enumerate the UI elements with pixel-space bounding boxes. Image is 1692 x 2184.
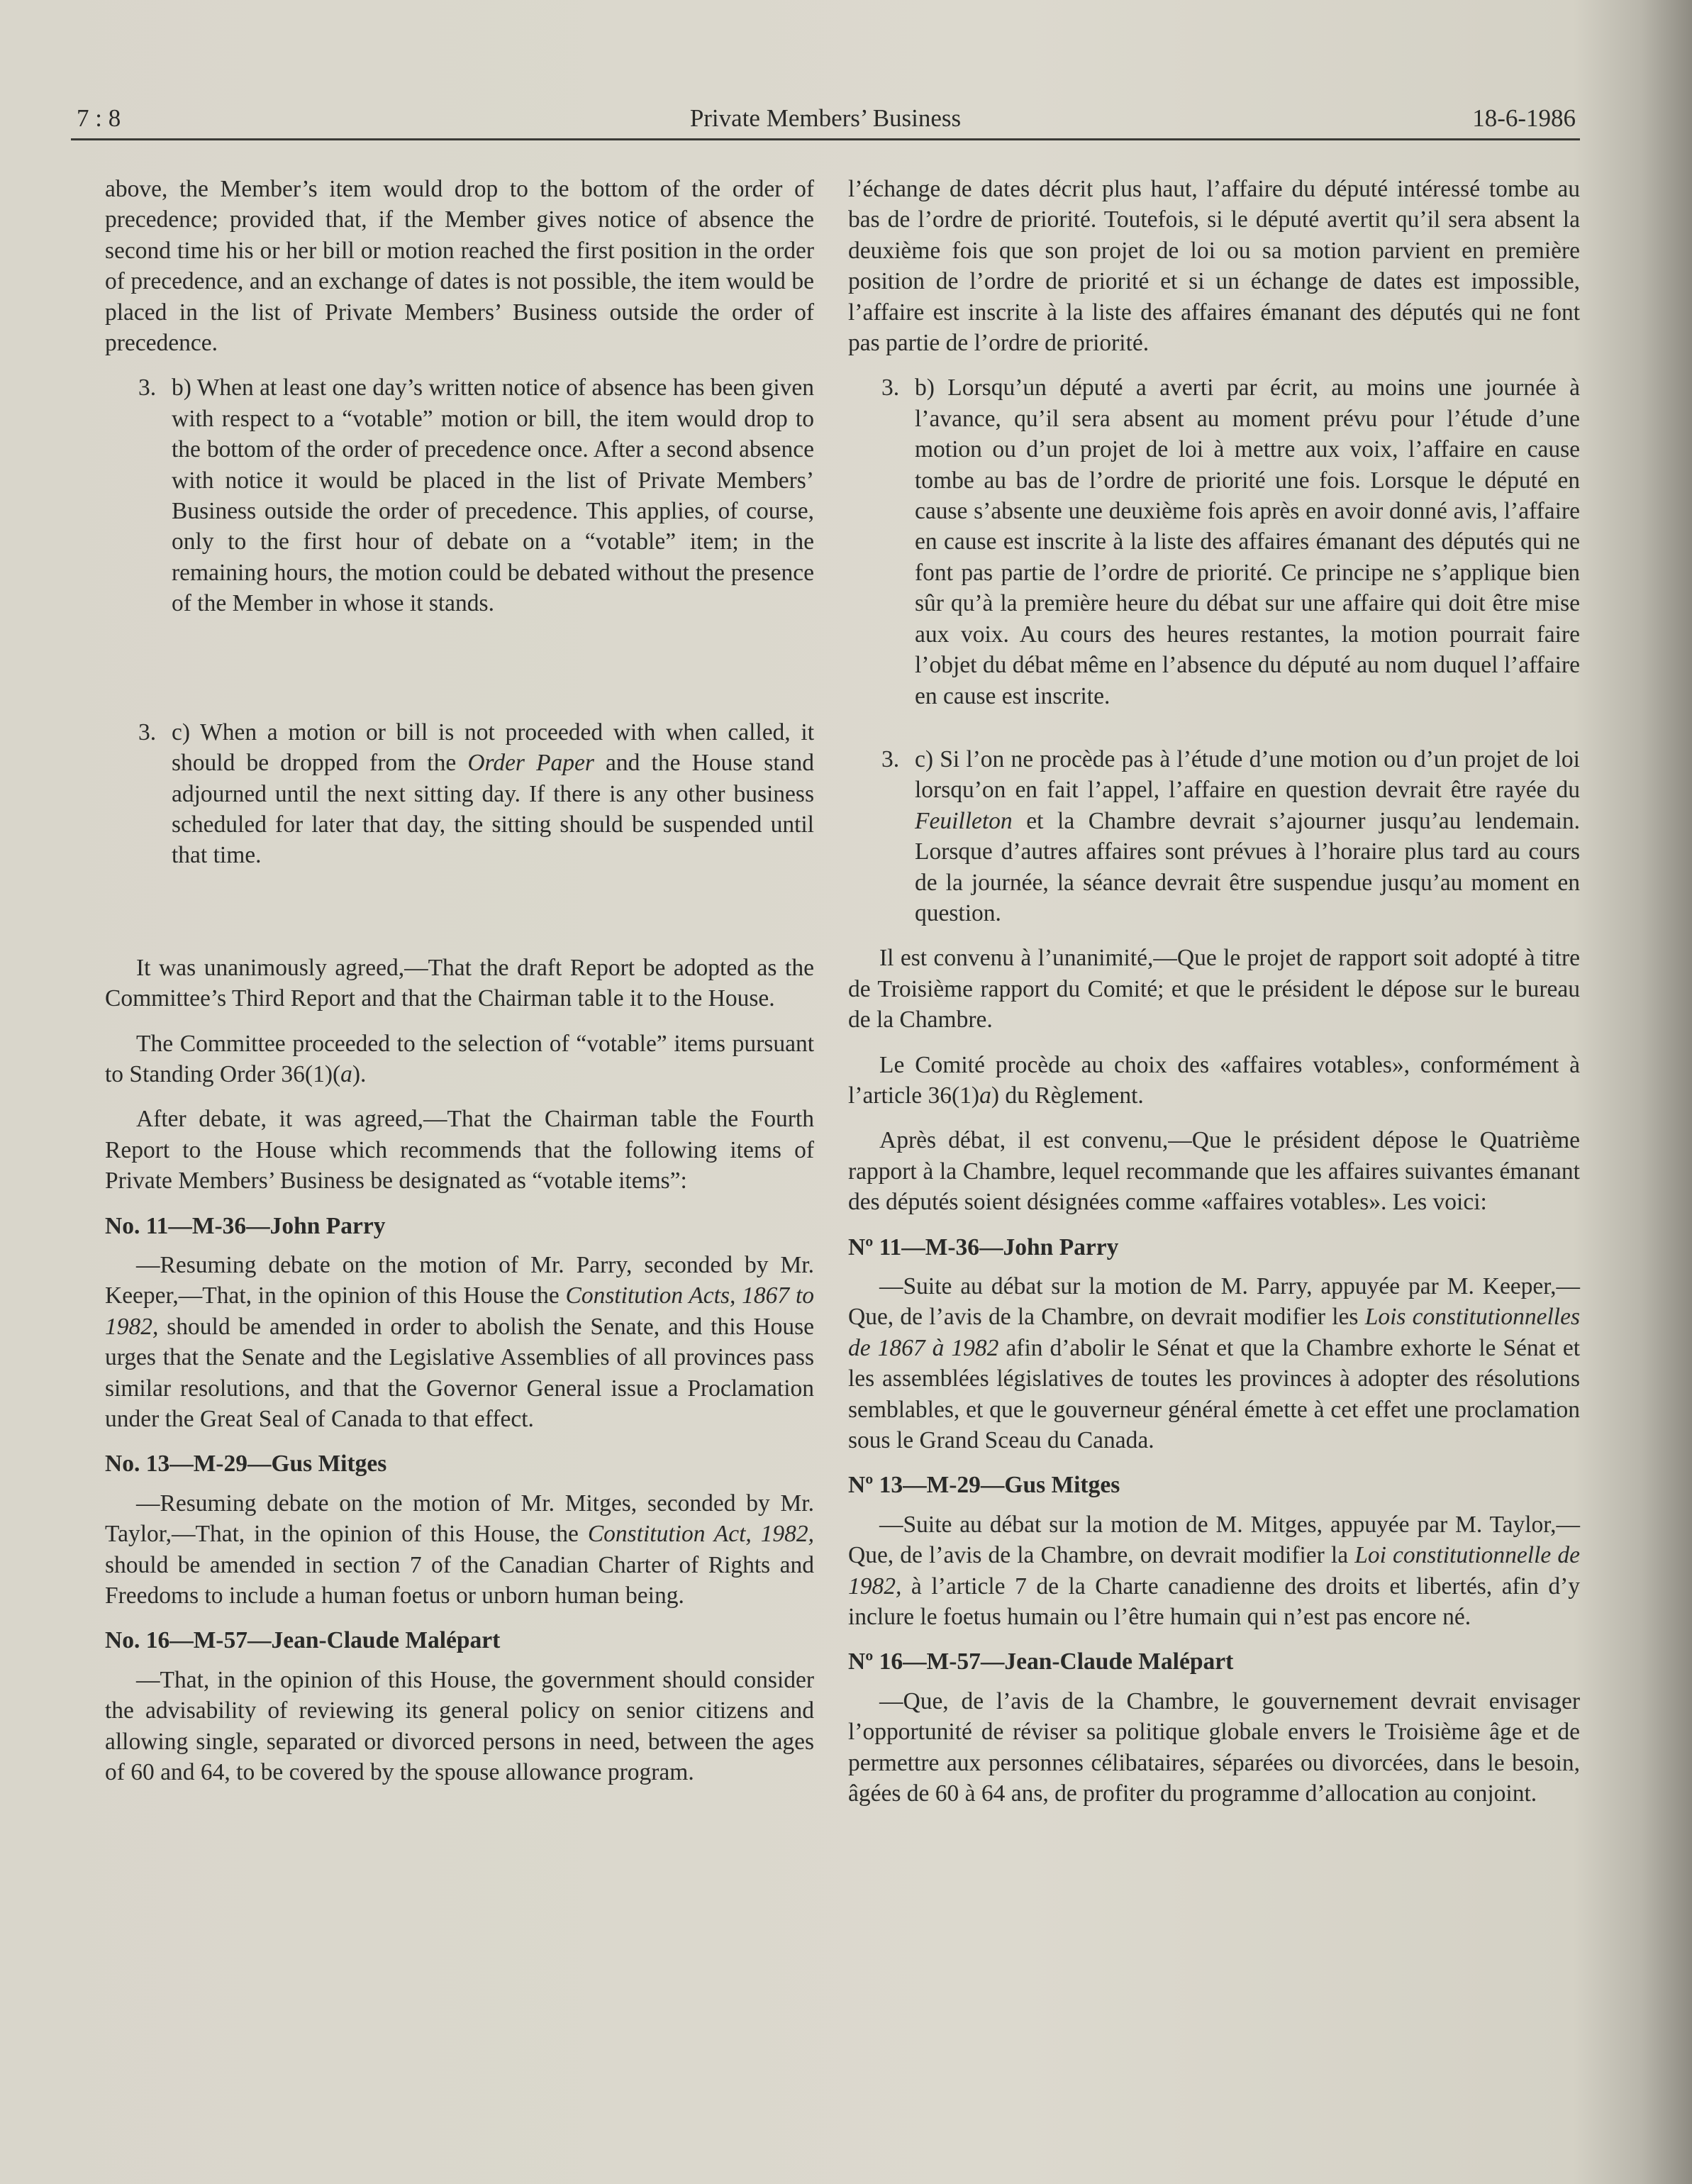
item-text: et la Chambre devrait s’ajourner jusqu’au lendemain. Lorsque d’autres affaires sont prévues à l’horaire plus tard au cours de la journée, la séance devrait être suspendue jusqu’au moment en question. [915, 807, 1580, 926]
text: ) du Règlement. [991, 1082, 1144, 1109]
italic-title: Loi constitutionnelle de 1982, [848, 1542, 1580, 1600]
item-11-heading: Nº 11—M-36—John Parry [848, 1234, 1119, 1260]
running-title: Private Members’ Business [689, 104, 962, 132]
item-16-text: —That, in the opinion of this House, the government should consider the advisability of reviewing its general policy on senior citizens and allowing single, separated or divorced persons in need, between the ages of 60 and 64, to be covered by the spouse allowance program. [105, 1666, 814, 1786]
item-text: and the House stand adjourned until the next sitting day. If there is any other business scheduled for later that day, the sitting should be suspended until that time. [172, 750, 814, 869]
item-16-heading: No. 16—M-57—Jean-Claude Malépart [105, 1627, 501, 1654]
after-debate-paragraph: Après débat, il est convenu,—Que le président dépose le Quatrième rapport à la Chambre, lequel recommande que les affaires suivantes émanant des députés soient désignées comme «affaires votables». Les voici: [848, 1127, 1580, 1216]
item-text: b) When at least one day’s written notice of absence has been given with respect to a “votable” motion or bill, the item would drop to the bottom of the order of precedence once. After a second absence with notice it would be placed in the list of Private Members’ Business outside the order of precedence. This applies, of course, only to the first hour of debate on a “votable” item; in the remaining hours, the motion could be debated without the presence of the Member in whose it stands. [172, 375, 814, 617]
text: should be amended in order to abolish the Senate, and this House urges that the Senate and the Legislative Assemblies of all provinces pass similar resolutions, and that the Governor General issue a Proclamation under the Great Seal of Canada to that effect. [105, 1313, 814, 1432]
text: —Resuming debate on the motion of Mr. Parry, seconded by Mr. Keeper,—That, in the opinion of this House the [105, 1251, 814, 1309]
text: afin d’abolir le Sénat et que la Chambre exhorte le Sénat et les assemblées législatives de toutes les provinces à adopter des résolutions semblables, et que le gouverneur général émette à cet effet une proclamation sous le Grand Sceau du Canada. [848, 1334, 1580, 1454]
agreed-paragraph: It was unanimously agreed,—That the draft Report be adopted as the Committee’s Third Report and that the Chairman table it to the House. [105, 954, 814, 1012]
item-13-text [105, 1488, 814, 1612]
text: à l’article 7 de la Charte canadienne des droits et libertés, afin d’y inclure le foetus humain ou l’être humain qui n’est pas encore né. [848, 1573, 1580, 1631]
item-text: c) When a motion or bill is not proceeded with when called, it should be dropped from the [172, 719, 814, 777]
item-number: 3. [881, 745, 900, 772]
italic-title: Constitution Act, 1982, [587, 1521, 815, 1548]
item-3b [138, 372, 814, 619]
item-number: 3. [881, 375, 900, 401]
agreed-paragraph: Il est convenu à l’unanimité,—Que le projet de rapport soit adopté à titre de Troisième rapport du Comité; et que le président le dépose sur le bureau de la Chambre. [848, 945, 1580, 1033]
page-header [71, 103, 1580, 140]
italic-text: a [979, 1082, 991, 1109]
item-11-heading: No. 11—M-36—John Parry [105, 1212, 386, 1239]
italic-title: Feuilleton [915, 807, 1013, 834]
french-column [848, 174, 1580, 1824]
item-11-text [105, 1250, 814, 1434]
text: —Suite au débat sur la motion de M. Parry, appuyée par M. Keeper,—Que, de l’avis de la Chambre, on devrait modifier les [848, 1273, 1580, 1331]
item-13-heading: No. 13—M-29—Gus Mitges [105, 1451, 387, 1478]
text: —Suite au débat sur la motion de M. Mitges, appuyée par M. Taylor,—Que, de l’avis de la Chambre, on devrait modifier la [848, 1511, 1580, 1569]
item-3b [881, 372, 1580, 711]
italic-title: Constitution Acts, 1867 to 1982, [105, 1282, 814, 1340]
continuation-paragraph: l’échange de dates décrit plus haut, l’affaire du député intéressé tombe au bas de l’ordre de priorité. Toutefois, si le député avertit qu’il sera absent la deuxième fois que son projet de loi ou sa motion parvient en première position de l’ordre de priorité et si un échange de dates est impossible, l’affaire est inscrite à la liste des affaires émanant des députés qui ne font pas partie de l’ordre de priorité. [848, 176, 1580, 357]
item-11-text [848, 1271, 1580, 1456]
page-number: 7 : 8 [77, 104, 121, 132]
item-text: b) Lorsqu’un député a averti par écrit, au moins une journée à l’avance, qu’il sera absent au moment prévu pour l’étude d’une motion ou d’un projet de loi à mettre aux voix, l’affaire en cause tombe au bas de l’ordre de priorité une fois. Lorsque le député en cause s’absente une deuxième fois après en avoir donné avis, l’affaire en cause est inscrite à la liste des affaires émanant des députés qui ne font pas partie de l’ordre de priorité. Ce principe ne s’applique bien sûr qu’à la première heure du débat sur une affaire qui doit être mise aux voix. Au cours des heures restantes, la motion pourrait faire l’objet du débat même en l’absence du député au nom duquel l’affaire en cause est inscrite. [915, 375, 1580, 709]
item-16-heading: Nº 16—M-57—Jean-Claude Malépart [848, 1648, 1234, 1675]
text: Le Comité procède au choix des «affaires votables», conformément à l’article 36(1) [848, 1051, 1580, 1109]
item-13-text [848, 1509, 1580, 1633]
english-column [105, 174, 814, 1802]
item-number: 3. [138, 719, 157, 745]
item-3c [881, 744, 1580, 929]
item-3c [138, 717, 814, 871]
item-13-heading: Nº 13—M-29—Gus Mitges [848, 1472, 1120, 1499]
text: The Committee proceeded to the selection of “votable” items pursuant to Standing Order 36(1)( [105, 1030, 814, 1087]
italic-title: Lois constitutionnelles de 1867 à 1982 [848, 1304, 1580, 1361]
item-number: 3. [138, 375, 157, 401]
continuation-paragraph: above, the Member’s item would drop to the bottom of the order of precedence; provided that, if the Member gives notice of absence the second time his or her bill or motion reached the first position in the order of precedence, and an exchange of dates is not possible, the item would be placed in the list of Private Members’ Business outside the order of precedence. [105, 176, 814, 357]
after-debate-paragraph: After debate, it was agreed,—That the Chairman table the Fourth Report to the House which recommends that the following items of Private Members’ Business be designated as “votable items”: [105, 1106, 814, 1194]
text: should be amended in section 7 of the Canadian Charter of Rights and Freedoms to include a human foetus or unborn human being. [105, 1551, 814, 1609]
italic-text: a [340, 1060, 352, 1087]
selection-paragraph [105, 1029, 814, 1090]
selection-paragraph [848, 1050, 1580, 1112]
item-text: c) Si l’on ne procède pas à l’étude d’une motion ou d’un projet de loi lorsqu’on en fait l’appel, l’affaire en question devrait être rayée du [915, 745, 1580, 804]
italic-title: Order Paper [467, 750, 594, 777]
item-16-text: —Que, de l’avis de la Chambre, le gouvernement devrait envisager l’opportunité de réviser sa politique globale envers le Troisième âge et de permettre aux personnes célibataires, séparées ou divorcées, dans le besoin, âgées de 60 à 64 ans, de profiter du programme d’allocation au conjoint. [848, 1687, 1580, 1807]
text: —Resuming debate on the motion of Mr. Mitges, seconded by Mr. Taylor,—That, in the opinion of this House, the [105, 1490, 814, 1548]
text: ). [352, 1060, 367, 1087]
page-date: 18-6-1986 [1472, 104, 1576, 132]
